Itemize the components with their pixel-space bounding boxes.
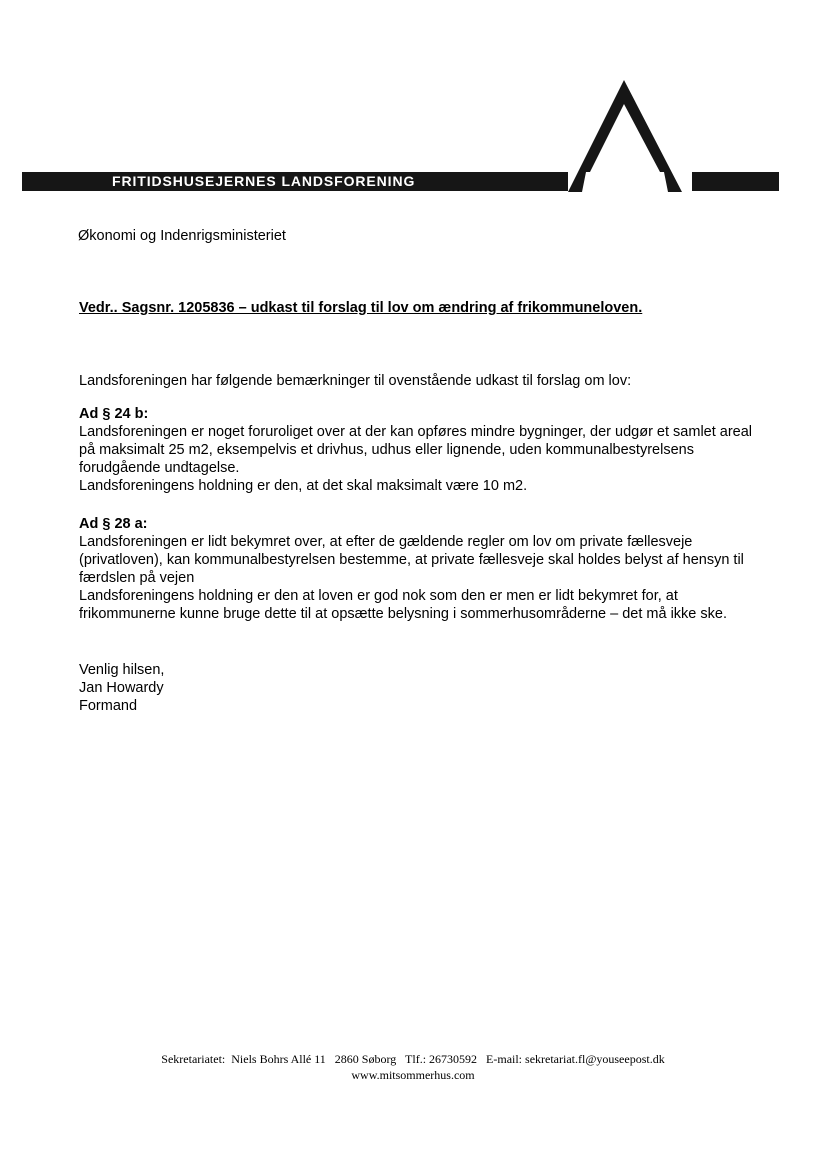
section-24b xyxy=(79,405,759,495)
intro-paragraph: Landsforeningen har følgende bemærkninger til ovenstående udkast til forslag om lov: xyxy=(79,373,632,389)
subject-line: Vedr.. Sagsnr. 1205836 – udkast til forslag til lov om ændring af frikommuneloven. xyxy=(79,300,643,316)
section-heading: Ad § 24 b: xyxy=(79,406,149,422)
section-paragraph: Landsforeningen er noget foruroliget over at der kan opføres mindre bygninger, der udgør et samlet areal på maksimalt 25 m2, eksempelvis et drivhus, udhus eller lignende, uden kommunalbestyrelsens forudgående undtagelse. xyxy=(79,424,753,476)
section-heading: Ad § 28 a: xyxy=(79,516,148,532)
signature-block xyxy=(79,661,759,715)
house-roof-logo-icon xyxy=(566,80,684,192)
section-28a xyxy=(79,515,759,623)
section-paragraph: Landsforeningens holdning er den at loven er god nok som den er men er lidt bekymret for, at frikommunerne kunne bruge dette til at opsætte belysning i sommerhusområderne – det må ikke ske. xyxy=(79,588,727,622)
footer-address: Sekretariatet: Niels Bohrs Allé 11 2860 Søborg Tlf.: 26730592 E-mail: sekretariat.fl@youseepost.dk xyxy=(161,1052,665,1066)
organization-name: FRITIDSHUSEJERNES LANDSFORENING xyxy=(112,173,416,189)
section-paragraph: Landsforeningen er lidt bekymret over, at efter de gældende regler om lov om private fællesveje (privatloven), kan kommunalbestyrelsen bestemme, at private fællesveje skal holdes belyst af hensyn til færdslen på vejen xyxy=(79,534,744,586)
header-banner-bar-right xyxy=(692,172,779,191)
recipient: Økonomi og Indenrigsministeriet xyxy=(78,228,286,244)
signature-title: Formand xyxy=(79,698,138,714)
section-paragraph: Landsforeningens holdning er den, at det skal maksimalt være 10 m2. xyxy=(79,478,528,494)
footer-website: www.mitsommerhus.com xyxy=(351,1068,475,1082)
footer xyxy=(0,1051,826,1083)
signature-name: Jan Howardy xyxy=(79,680,164,696)
signature-closing: Venlig hilsen, xyxy=(79,662,165,678)
